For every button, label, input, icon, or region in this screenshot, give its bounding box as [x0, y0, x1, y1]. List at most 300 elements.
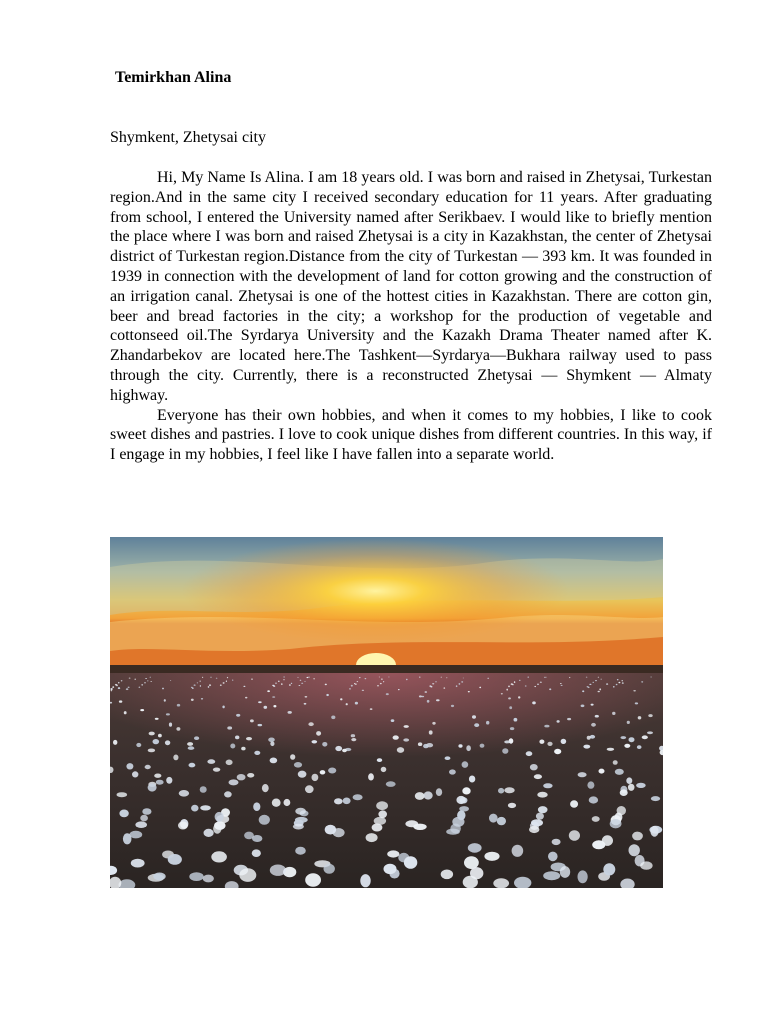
cotton-boll — [615, 769, 624, 775]
cotton-boll — [202, 677, 203, 678]
cotton-boll — [474, 723, 479, 727]
cotton-boll — [211, 851, 227, 862]
cotton-boll — [165, 740, 170, 745]
cotton-boll — [258, 724, 263, 726]
cotton-boll — [230, 744, 235, 749]
cotton-boll — [141, 684, 143, 685]
cotton-boll — [404, 856, 417, 869]
cotton-boll — [384, 864, 397, 874]
cotton-boll — [508, 803, 516, 808]
cotton-boll — [324, 864, 335, 874]
cotton-boll — [304, 681, 305, 682]
cotton-boll — [308, 677, 309, 678]
cotton-boll — [642, 735, 648, 739]
cotton-boll — [346, 703, 348, 705]
cotton-boll — [376, 801, 388, 810]
cotton-boll — [153, 739, 160, 744]
cotton-boll — [132, 771, 138, 777]
cotton-boll — [586, 677, 588, 678]
cotton-boll — [446, 677, 447, 678]
cotton-boll — [145, 678, 147, 679]
cotton-boll — [610, 819, 622, 828]
cotton-boll — [459, 683, 461, 685]
cotton-boll — [514, 718, 518, 722]
cotton-boll — [648, 714, 652, 717]
cotton-boll — [241, 747, 245, 751]
cotton-boll — [534, 774, 542, 779]
cotton-boll — [320, 770, 326, 774]
cotton-boll — [155, 718, 159, 720]
cotton-boll — [340, 698, 342, 700]
cotton-boll — [567, 718, 571, 720]
cotton-boll — [312, 740, 318, 743]
cotton-boll — [191, 687, 193, 688]
cotton-boll — [387, 850, 399, 857]
cotton-boll — [312, 774, 319, 781]
cotton-boll — [191, 805, 198, 812]
cotton-boll — [216, 678, 218, 679]
cotton-boll — [621, 736, 627, 739]
cotton-boll — [552, 839, 561, 845]
cotton-boll — [177, 704, 180, 707]
cotton-boll — [531, 819, 543, 826]
cotton-boll — [501, 693, 503, 694]
cotton-boll — [325, 684, 327, 686]
cotton-boll — [326, 694, 329, 696]
cotton-boll — [598, 677, 599, 678]
cotton-boll — [150, 677, 151, 678]
cotton-boll — [419, 677, 420, 678]
paragraph-intro: Hi, My Name Is Alina. I am 18 years old. I was born and raised in Zhetysai, Turkestan region.And in the same city I received secondary education for 11 years. After graduating from school, I entered the University named after Serikbaev. I would like to briefly mention the place where I was born and raised Zhetysai is a city in Kazakhstan, the center of Zhetysai district of Turkestan region.Distance from the city of Turkestan — 393 km. It was founded in 1939 in connection with the development of land for cotton growing and the construction of an irrigation canal. Zhetysai is one of the hottest cities in Kazakhstan. There are cotton gin, beer and bread factories in the city; a workshop for the production of vegetable and cottonseed oil.The Syrdarya University and the Kazakh Drama Theater named after K. Zhandarbekov are located here.The Tashkent—Syrdarya—Bukhara railway used to pass through the city. Currently, there is a reconstructed Zhetysai — Shymkent — Almaty highway. — [110, 169, 712, 404]
cotton-boll — [368, 773, 374, 780]
cotton-boll — [355, 702, 358, 705]
cotton-boll — [197, 682, 198, 683]
cotton-boll — [112, 686, 114, 688]
cotton-boll — [629, 844, 640, 856]
cotton-boll — [618, 682, 620, 684]
cotton-boll — [427, 700, 430, 703]
cotton-boll — [293, 824, 304, 830]
cotton-boll — [298, 771, 307, 778]
cotton-boll — [135, 679, 136, 680]
cotton-boll — [147, 680, 148, 681]
cotton-boll — [300, 680, 302, 681]
cotton-boll — [436, 788, 442, 796]
cotton-boll — [187, 742, 193, 746]
cotton-boll — [253, 802, 260, 811]
cotton-boll — [423, 744, 429, 748]
cotton-boll — [578, 870, 588, 883]
cotton-boll — [129, 831, 142, 839]
cotton-boll — [353, 794, 363, 800]
cotton-boll — [316, 731, 321, 736]
cotton-boll — [537, 684, 539, 685]
cotton-boll — [616, 684, 618, 686]
cotton-boll — [451, 705, 454, 707]
cotton-boll — [583, 745, 590, 749]
cotton-boll — [210, 677, 211, 678]
cotton-boll — [607, 748, 614, 751]
cotton-boll — [561, 685, 563, 686]
cotton-boll — [359, 677, 360, 678]
cotton-boll — [509, 706, 512, 709]
cotton-boll — [199, 681, 201, 682]
cotton-boll — [539, 740, 544, 744]
cotton-boll — [532, 701, 536, 704]
cotton-boll — [628, 784, 635, 791]
cotton-boll — [436, 699, 440, 701]
cotton-boll — [294, 762, 302, 768]
cotton-boll — [129, 678, 131, 679]
cotton-boll — [178, 822, 188, 830]
cotton-boll — [461, 681, 463, 683]
cotton-boll — [381, 679, 383, 680]
cotton-boll — [226, 681, 227, 682]
cotton-boll — [381, 767, 387, 772]
cotton-boll — [166, 777, 172, 784]
cotton-boll — [351, 685, 353, 687]
cotton-boll — [148, 749, 155, 753]
cotton-boll — [383, 681, 384, 682]
cotton-boll — [179, 790, 189, 797]
cotton-boll — [560, 683, 562, 684]
cotton-boll — [145, 765, 151, 769]
cotton-boll — [650, 677, 651, 678]
cotton-boll — [612, 712, 615, 715]
cotton-boll — [403, 738, 409, 741]
cotton-boll — [275, 683, 276, 684]
cotton-boll — [268, 738, 275, 743]
body-text — [110, 168, 712, 465]
cotton-boll — [405, 820, 418, 827]
cotton-boll — [158, 734, 162, 738]
cotton-boll — [626, 777, 632, 784]
cotton-boll — [595, 715, 599, 718]
cotton-boll — [641, 681, 643, 682]
cotton-boll — [647, 731, 653, 734]
cotton-boll — [273, 705, 276, 707]
cotton-boll — [397, 747, 404, 753]
cotton-boll — [406, 679, 408, 680]
cotton-boll — [245, 697, 247, 699]
cotton-boll — [220, 684, 222, 686]
cotton-boll — [464, 856, 479, 869]
cotton-boll — [486, 721, 489, 725]
cotton-boll — [200, 685, 201, 686]
cotton-boll — [538, 806, 548, 813]
cotton-boll — [131, 859, 145, 868]
cotton-boll — [504, 740, 510, 743]
cotton-boll — [246, 737, 252, 740]
cotton-boll — [232, 680, 233, 681]
cotton-boll — [540, 682, 542, 683]
location-line: Shymkent, Zhetysai city — [110, 129, 266, 146]
cotton-boll — [301, 683, 303, 684]
cotton-boll — [118, 687, 120, 689]
cotton-boll — [222, 706, 224, 709]
cotton-boll — [295, 817, 308, 823]
cotton-boll — [342, 749, 347, 752]
cotton-boll — [291, 683, 292, 684]
cotton-boll — [349, 688, 351, 689]
cotton-boll — [462, 761, 469, 768]
cotton-boll — [629, 737, 635, 742]
cotton-boll — [544, 725, 549, 728]
cotton-boll — [153, 873, 165, 881]
cotton-boll — [118, 682, 119, 684]
cotton-boll — [377, 758, 382, 762]
cotton-boll — [203, 875, 214, 883]
cotton-boll — [272, 696, 275, 698]
cotton-boll — [487, 678, 489, 679]
cotton-boll — [622, 682, 624, 683]
cotton-boll — [530, 764, 538, 770]
cotton-boll — [322, 742, 327, 747]
cotton-boll — [456, 685, 458, 687]
cotton-boll — [351, 734, 355, 737]
cotton-boll — [415, 792, 425, 800]
cotton-boll — [335, 746, 342, 751]
cotton-boll — [328, 768, 336, 774]
cotton-boll — [600, 679, 602, 680]
cotton-boll — [136, 743, 141, 747]
cotton-boll — [432, 722, 435, 725]
cotton-boll — [295, 808, 306, 815]
cotton-boll — [272, 685, 274, 686]
cotton-boll — [418, 742, 422, 746]
cotton-boll — [543, 871, 560, 880]
cotton-boll — [554, 749, 561, 754]
cotton-boll — [235, 736, 239, 740]
cotton-boll — [506, 689, 508, 691]
paragraph-hobbies: Everyone has their own hobbies, and when it comes to my hobbies, I like to cook sweet dishes and pastries. I love to cook unique dishes from different countries. In this way, if I engage in my hobbies, I feel like I have fallen into a separate world. — [110, 406, 712, 464]
cotton-boll — [519, 680, 520, 681]
cotton-boll — [549, 688, 551, 690]
cotton-boll — [602, 835, 613, 846]
cotton-boll — [569, 830, 580, 841]
cotton-boll — [354, 683, 355, 684]
cotton-boll — [603, 863, 615, 875]
cotton-boll — [589, 684, 591, 685]
cotton-boll — [587, 736, 591, 740]
cotton-boll — [497, 817, 506, 825]
cotton-boll — [239, 868, 256, 882]
cotton-boll — [227, 677, 228, 678]
cotton-boll — [620, 789, 628, 796]
cotton-boll — [514, 681, 515, 683]
cotton-boll — [593, 682, 594, 683]
cotton-boll — [543, 783, 552, 788]
cotton-boll — [299, 685, 301, 686]
cotton-boll — [115, 684, 117, 686]
cotton-boll — [462, 787, 470, 794]
cotton-boll — [508, 697, 511, 699]
cotton-boll — [166, 713, 170, 715]
cotton-boll — [176, 727, 180, 731]
cotton-boll — [366, 833, 378, 842]
cotton-boll — [456, 796, 465, 804]
cotton-boll — [627, 721, 630, 724]
cotton-boll — [140, 815, 148, 822]
cotton-boll — [189, 763, 196, 768]
cotton-boll — [569, 677, 570, 678]
cotton-boll — [144, 682, 146, 683]
cotton-boll — [441, 677, 442, 678]
cotton-boll — [148, 783, 157, 791]
cotton-boll — [305, 785, 314, 793]
cotton-boll — [429, 730, 433, 734]
cotton-boll — [126, 763, 133, 769]
cotton-boll — [632, 832, 643, 841]
cotton-boll — [223, 682, 225, 683]
cotton-boll — [548, 852, 558, 862]
cotton-boll — [450, 824, 461, 834]
cotton-boll — [244, 832, 254, 840]
cotton-boll — [343, 798, 351, 805]
cotton-boll — [404, 725, 409, 728]
cotton-boll — [545, 677, 546, 678]
cotton-boll — [425, 691, 428, 693]
cotton-boll — [377, 685, 379, 686]
cotton-boll — [307, 677, 309, 678]
cotton-boll — [270, 865, 286, 876]
cotton-boll — [591, 723, 596, 727]
cotton-boll — [589, 796, 598, 803]
cotton-boll — [191, 699, 194, 701]
cotton-boll — [262, 784, 269, 792]
cotton-boll — [113, 740, 117, 745]
cotton-boll — [270, 742, 274, 747]
cotton-boll — [479, 687, 481, 689]
cotton-boll — [528, 677, 529, 678]
cotton-boll — [581, 705, 585, 708]
cotton-boll — [560, 866, 570, 878]
cotton-boll — [227, 726, 232, 729]
cotton-boll — [544, 677, 545, 678]
cotton-boll — [419, 695, 422, 697]
cotton-boll — [606, 683, 608, 684]
cotton-boll — [458, 744, 462, 747]
cotton-boll — [398, 689, 400, 690]
cotton-boll — [295, 847, 306, 855]
cotton-boll — [435, 681, 436, 682]
cotton-boll — [140, 709, 144, 711]
cotton-boll — [624, 744, 630, 748]
cotton-boll — [251, 679, 252, 680]
author-name: Temirkhan Alina — [115, 69, 232, 86]
cotton-boll — [209, 684, 211, 686]
cotton-boll — [168, 854, 182, 865]
treeline — [110, 665, 663, 673]
cotton-boll — [247, 773, 254, 778]
cotton-boll — [156, 780, 164, 785]
cotton-boll — [272, 799, 281, 807]
cotton-boll — [117, 792, 128, 797]
cotton-boll — [635, 702, 638, 704]
cotton-boll — [194, 685, 196, 686]
cotton-boll — [229, 779, 239, 785]
cotton-boll — [587, 686, 589, 687]
cotton-boll — [504, 787, 514, 793]
cotton-boll — [536, 813, 544, 820]
cotton-boll — [386, 693, 389, 695]
cotton-boll — [424, 791, 433, 799]
cotton-boll — [194, 736, 199, 740]
cotton-boll — [493, 878, 509, 888]
cotton-boll — [169, 723, 172, 727]
cotton-boll — [290, 754, 295, 760]
cotton-boll — [139, 687, 141, 688]
cotton-boll — [236, 714, 240, 717]
cotton-boll — [429, 685, 431, 686]
cotton-boll — [463, 678, 464, 679]
cotton-boll — [372, 824, 383, 832]
cotton-boll — [617, 679, 619, 680]
cotton-boll — [518, 696, 520, 698]
cotton-boll — [215, 812, 224, 822]
cotton-boll — [651, 796, 660, 801]
cotton-boll — [534, 686, 536, 687]
cotton-boll — [154, 774, 161, 778]
cotton-field-sunset-photo — [110, 537, 663, 888]
cotton-boll — [214, 821, 225, 830]
cotton-boll — [498, 788, 504, 794]
cotton-boll — [432, 683, 434, 684]
cotton-boll — [308, 722, 313, 726]
cotton-boll — [135, 821, 147, 828]
cotton-boll — [111, 689, 113, 691]
cotton-boll — [468, 691, 470, 692]
cotton-boll — [258, 701, 262, 703]
cotton-boll — [270, 758, 278, 764]
cotton-boll — [224, 791, 232, 797]
cotton-boll — [386, 781, 396, 787]
cotton-boll — [254, 751, 260, 755]
cotton-boll — [599, 769, 605, 774]
cotton-boll — [362, 690, 364, 691]
cotton-boll — [188, 746, 195, 750]
cotton-boll — [591, 704, 594, 706]
cotton-boll — [587, 781, 594, 788]
cotton-boll — [370, 708, 373, 710]
cotton-boll — [351, 738, 356, 741]
cotton-boll — [173, 755, 178, 761]
cotton-boll — [592, 816, 600, 822]
cotton-boll — [561, 739, 567, 744]
cotton-boll — [252, 849, 261, 857]
cotton-boll — [379, 677, 380, 678]
cotton-boll — [570, 800, 578, 807]
cotton-boll — [622, 680, 623, 681]
cotton-boll — [529, 826, 539, 833]
cotton-boll — [578, 772, 587, 777]
cotton-boll — [213, 768, 220, 772]
cotton-boll — [557, 720, 560, 723]
cotton-boll — [313, 678, 314, 679]
cotton-boll — [208, 686, 210, 687]
cotton-boll — [468, 843, 482, 853]
cotton-boll — [380, 683, 382, 684]
cotton-boll — [119, 700, 122, 702]
cotton-boll — [283, 679, 285, 680]
cotton-boll — [331, 716, 335, 720]
cotton-boll — [388, 677, 389, 678]
cotton-boll — [357, 681, 359, 682]
cotton-boll — [126, 688, 129, 690]
cotton-boll — [264, 706, 268, 709]
cotton-boll — [243, 686, 245, 687]
cotton-boll — [650, 826, 658, 837]
